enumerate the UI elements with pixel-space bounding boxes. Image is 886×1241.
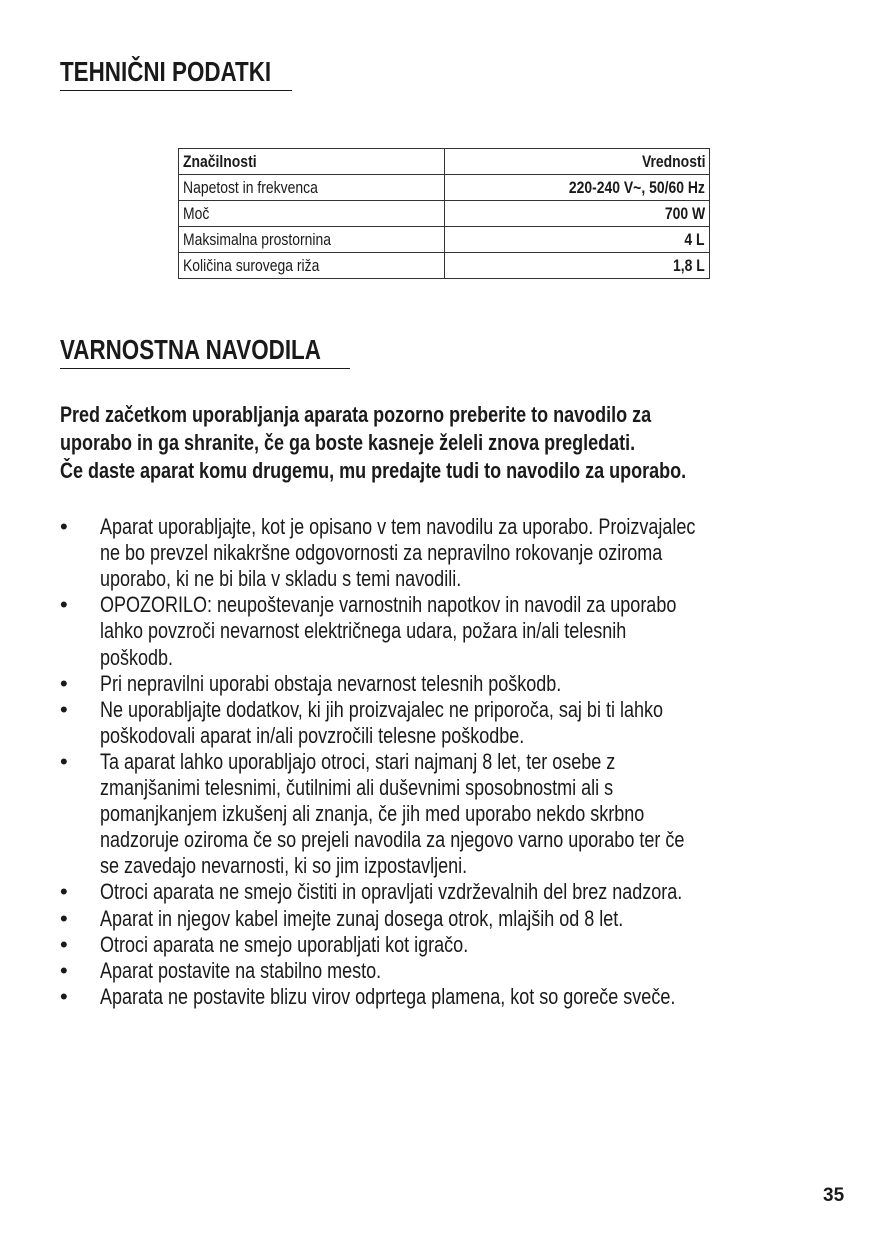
- table-header-cell: Vrednosti: [641, 152, 705, 171]
- table-header-cell: Značilnosti: [183, 152, 257, 171]
- bullet-text-line: Pri nepravilni uporabi obstaja nevarnost telesnih poškodb.: [100, 670, 562, 696]
- intro-line: Pred začetkom uporabljanja aparata pozorno preberite to navodilo za: [60, 402, 652, 427]
- bullet-text-line: Aparat postavite na stabilno mesto.: [100, 957, 382, 983]
- intro-line: Če daste aparat komu drugemu, mu predajte tudi to navodilo za uporabo.: [60, 458, 687, 483]
- heading-technical-data: TEHNIČNI PODATKI: [60, 56, 272, 87]
- bullet-text-line: se zavedajo nevarnosti, ki so jim izpostavljeni.: [100, 853, 468, 879]
- page-number: 35: [823, 1185, 845, 1206]
- bullet-text-line: Aparat in njegov kabel imejte zunaj dosega otrok, mlajših od 8 let.: [100, 905, 624, 931]
- bullet-icon: •: [60, 514, 68, 539]
- table-cell: Maksimalna prostornina: [183, 230, 331, 249]
- bullet-icon: •: [60, 670, 68, 696]
- intro-line: uporabo in ga shranite, če ga boste kasneje želeli znova pregledati.: [60, 430, 636, 455]
- table-row: [179, 175, 710, 201]
- bullet-icon: •: [60, 983, 68, 1009]
- bullet-icon: •: [60, 748, 68, 774]
- bullet-text-line: OPOZORILO: neupoštevanje varnostnih napotkov in navodil za uporabo: [100, 592, 677, 618]
- table-row: [179, 201, 710, 227]
- table-header-row: [179, 149, 710, 175]
- bullet-icon: •: [60, 879, 68, 905]
- bullet-text-line: ne bo prevzel nikakršne odgovornosti za nepravilno rokovanje oziroma: [100, 540, 663, 566]
- bullet-text-line: Aparata ne postavite blizu virov odprtega plamena, kot so goreče sveče.: [100, 983, 676, 1009]
- bullet-text-line: pomanjkanjem izkušenj ali znanja, če jih med uporabo nekdo skrbno: [100, 801, 645, 827]
- bullet-text-line: uporabo, ki ne bi bila v skladu s temi navodili.: [100, 566, 462, 592]
- bullet-text-line: lahko povzroči nevarnost električnega udara, požara in/ali telesnih: [100, 618, 627, 644]
- bullet-text-line: Ta aparat lahko uporabljajo otroci, stari najmanj 8 let, ter osebe z: [100, 748, 616, 774]
- bullet-text-line: poškodovali aparat in/ali povzročili telesne poškodbe.: [100, 722, 525, 748]
- bullet-icon: •: [60, 696, 68, 722]
- heading-safety-instructions: VARNOSTNA NAVODILA: [60, 334, 321, 365]
- bullet-text-line: zmanjšanimi telesnimi, čutilnimi ali duševnimi sposobnostmi ali s: [100, 775, 614, 800]
- table-cell: 220-240 V~, 50/60 Hz: [568, 178, 705, 197]
- table-cell: 700 W: [664, 204, 705, 223]
- bullet-text-line: poškodb.: [100, 644, 174, 670]
- table-row: [179, 227, 710, 253]
- table-cell: 4 L: [684, 230, 705, 249]
- table-cell: 1,8 L: [673, 256, 705, 275]
- table-cell: Napetost in frekvenca: [183, 178, 318, 197]
- bullet-icon: •: [60, 931, 68, 957]
- specs-table: [178, 148, 710, 279]
- heading-underline: [60, 368, 350, 369]
- bullet-icon: •: [60, 592, 68, 618]
- table-cell: Moč: [183, 204, 210, 223]
- bullet-text-line: Otroci aparata ne smejo uporabljati kot igračo.: [100, 931, 469, 957]
- bullet-text-line: Ne uporabljajte dodatkov, ki jih proizvajalec ne priporoča, saj bi ti lahko: [100, 696, 663, 722]
- bullet-icon: •: [60, 905, 68, 931]
- bullet-text-line: Aparat uporabljajte, kot je opisano v tem navodilu za uporabo. Proizvajalec: [100, 514, 696, 539]
- heading-underline: [60, 90, 292, 91]
- bullet-text-line: Otroci aparata ne smejo čistiti in opravljati vzdrževalnih del brez nadzora.: [100, 879, 683, 905]
- bullet-text-line: nadzoruje oziroma če so prejeli navodila za njegovo varno uporabo ter če: [100, 827, 685, 853]
- table-cell: Količina surovega riža: [183, 256, 320, 275]
- bullet-icon: •: [60, 957, 68, 983]
- table-row: [179, 253, 710, 279]
